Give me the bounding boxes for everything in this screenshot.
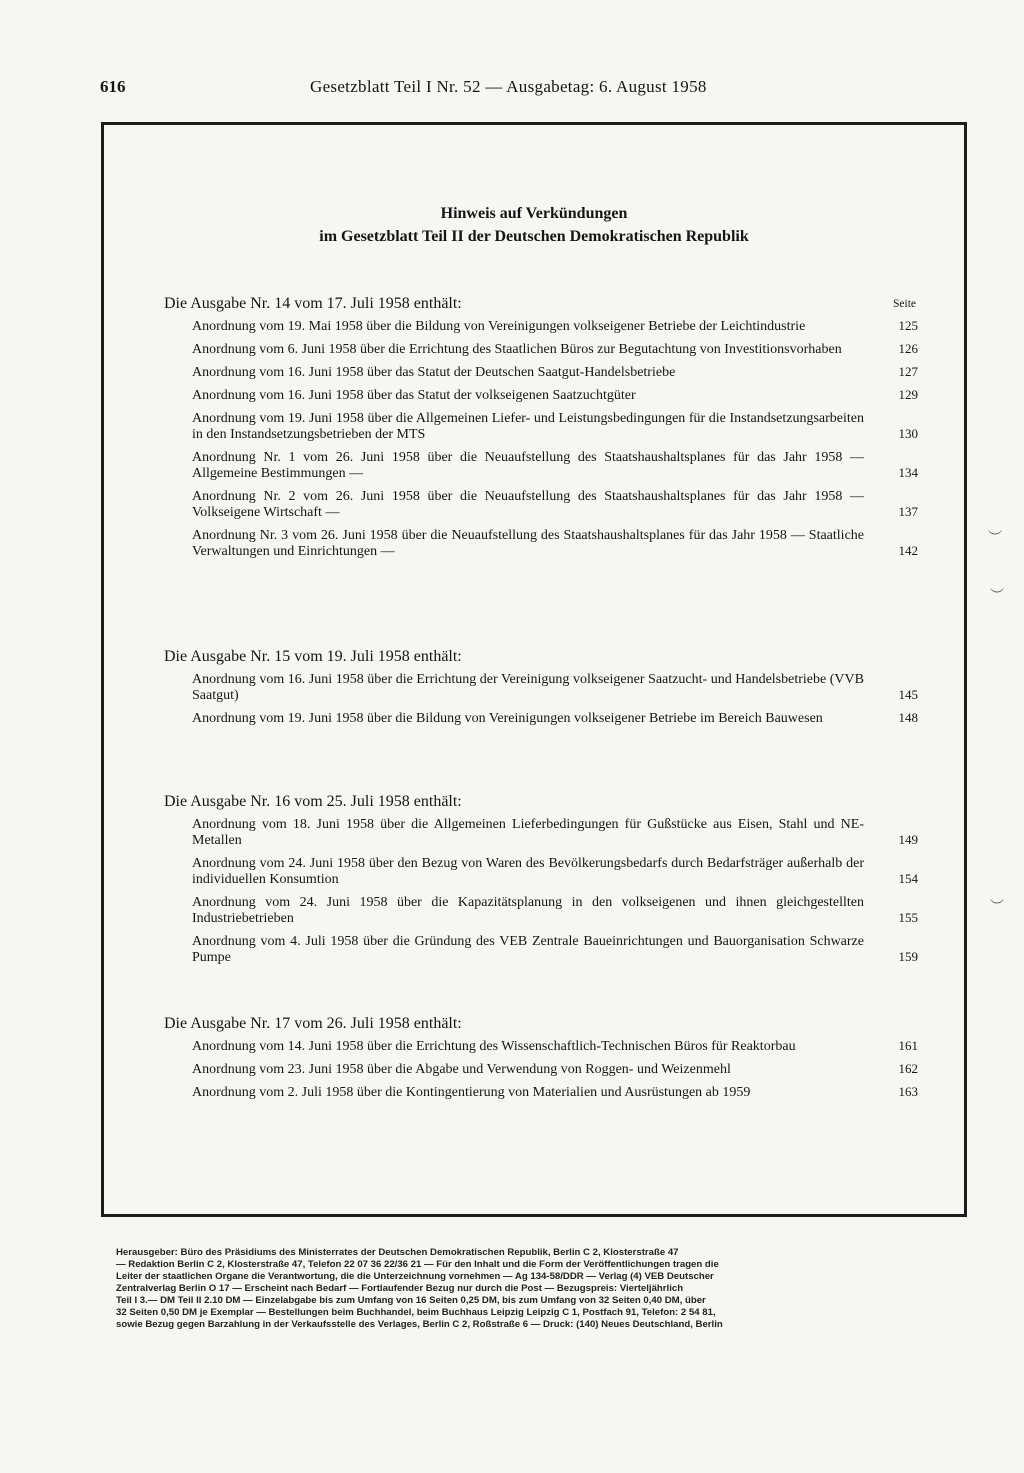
- margin-scratch-mark: ︶: [990, 900, 1004, 915]
- toc-entry: [192, 1039, 924, 1055]
- imprint: [116, 1247, 987, 1331]
- issue-section: [164, 1015, 924, 1108]
- issue-section: [164, 295, 924, 567]
- entry-text: Anordnung vom 24. Juni 1958 über die Kapazitätsplanung in den volkseigenen und ihnen gleichgestellten Industriebetrieben: [192, 895, 864, 926]
- toc-entry: [192, 528, 924, 560]
- entry-page: 163: [898, 1084, 918, 1099]
- entry-page: 134: [898, 465, 918, 480]
- toc-entry: [192, 388, 924, 404]
- issue-title: Die Ausgabe Nr. 17 vom 26. Juli 1958 enthält:: [164, 1015, 462, 1032]
- margin-scratch-mark: ︶: [990, 589, 1004, 604]
- page-number: 616: [100, 77, 126, 96]
- entry-text: Anordnung vom 24. Juni 1958 über den Bezug von Waren des Bevölkerungsbedarfs durch Bedarfsträger außerhalb der individuellen Konsumtion: [192, 856, 864, 887]
- imprint-line: Leiter der staatlichen Organe die Verantwortung, die die Unterzeichnung vornehmen — Ag 134-58/DDR — Verlag (4) VEB Deutscher: [116, 1271, 714, 1282]
- toc-entry: [192, 450, 924, 482]
- imprint-line: sowie Bezug gegen Barzahlung in der Verkaufsstelle des Verlages, Berlin C 2, Roßstraße 6 — Druck: (140) Neues Deutschland, Berlin: [116, 1319, 723, 1330]
- entry-page: 145: [898, 687, 918, 702]
- entry-text: Anordnung vom 16. Juni 1958 über die Errichtung der Vereinigung volkseigener Saatzucht- und Handelsbetriebe (VVB Saatgut): [192, 672, 864, 703]
- entry-page: 159: [898, 949, 918, 964]
- entry-page: 127: [898, 364, 918, 379]
- toc-entry: [192, 489, 924, 521]
- entry-text: Anordnung Nr. 2 vom 26. Juni 1958 über die Neuaufstellung des Staatshaushaltsplanes für das Jahr 1958 — Volkseigene Wirtschaft —: [192, 489, 864, 520]
- issue-section: [164, 648, 924, 734]
- entry-text: Anordnung Nr. 1 vom 26. Juni 1958 über die Neuaufstellung des Staatshaushaltsplanes für das Jahr 1958 — Allgemeine Bestimmungen —: [192, 450, 864, 481]
- entry-text: Anordnung vom 19. Juni 1958 über die Allgemeinen Liefer- und Leistungsbedingungen für die Instandsetzungsarbeiten in den Instandsetzungsbetrieben der MTS: [192, 411, 864, 442]
- entry-page: 130: [898, 426, 918, 441]
- entry-text: Anordnung vom 23. Juni 1958 über die Abgabe und Verwendung von Roggen- und Weizenmehl: [192, 1062, 731, 1077]
- toc-entry: [192, 365, 924, 381]
- entry-text: Anordnung vom 6. Juni 1958 über die Errichtung des Staatlichen Büros zur Begutachtung von Investitionsvorhaben: [192, 342, 842, 357]
- page-column-label: Seite: [893, 298, 916, 310]
- issue-title: Die Ausgabe Nr. 14 vom 17. Juli 1958 enthält:: [164, 295, 462, 312]
- toc-entry: [192, 1085, 924, 1101]
- toc-entry: [192, 411, 924, 443]
- running-head: Gesetzblatt Teil I Nr. 52 — Ausgabetag: 6. August 1958: [310, 77, 707, 96]
- entry-text: Anordnung vom 19. Juni 1958 über die Bildung von Vereinigungen volkseigener Betriebe im Bereich Bauwesen: [192, 711, 823, 726]
- toc-entry: [192, 1062, 924, 1078]
- entry-page: 161: [898, 1038, 918, 1053]
- toc-entry: [192, 856, 924, 888]
- margin-scratch-mark: ︶: [988, 531, 1002, 546]
- entry-page: 149: [898, 832, 918, 847]
- imprint-line: 32 Seiten 0,50 DM je Exemplar — Bestellungen beim Buchhandel, beim Buchhaus Leipzig Leipzig C 1, Postfach 91, Telefon: 2 54 81,: [116, 1307, 716, 1318]
- imprint-line: Zentralverlag Berlin O 17 — Erscheint nach Bedarf — Fortlaufender Bezug nur durch die Post — Bezugspreis: Vierteljährlich: [116, 1283, 684, 1294]
- toc-entry: [192, 934, 924, 966]
- entry-text: Anordnung vom 4. Juli 1958 über die Gründung des VEB Zentrale Baueinrichtungen und Bauorganisation Schwarze Pumpe: [192, 934, 864, 965]
- entry-page: 148: [898, 710, 918, 725]
- notice-heading: Hinweis auf Verkündungen: [440, 205, 628, 222]
- toc-entry: [192, 711, 924, 727]
- toc-entry: [192, 672, 924, 704]
- imprint-line: Teil I 3.— DM Teil II 2.10 DM — Einzelabgabe bis zum Umfang von 16 Seiten 0,25 DM, bis zum Umfang von 32 Seiten 0,40 DM, über: [116, 1295, 706, 1306]
- imprint-line: Herausgeber: Büro des Präsidiums des Ministerrates der Deutschen Demokratischen Republik, Berlin C 2, Klosterstraße 47: [116, 1247, 679, 1258]
- entry-text: Anordnung vom 19. Mai 1958 über die Bildung von Vereinigungen volkseigener Betriebe der Leichtindustrie: [192, 319, 806, 334]
- issue-section: [164, 793, 924, 973]
- entry-page: 129: [898, 387, 918, 402]
- entry-text: Anordnung vom 16. Juni 1958 über das Statut der Deutschen Saatgut-Handelsbetriebe: [192, 365, 676, 380]
- entry-page: 154: [898, 871, 918, 886]
- entry-text: Anordnung vom 2. Juli 1958 über die Kontingentierung von Materialien und Ausrüstungen ab 1959: [192, 1085, 751, 1100]
- entry-page: 142: [898, 543, 918, 558]
- toc-entry: [192, 319, 924, 335]
- notice-subheading: im Gesetzblatt Teil II der Deutschen Demokratischen Republik: [319, 228, 749, 245]
- entry-page: 155: [898, 910, 918, 925]
- notice-frame: [101, 122, 967, 1217]
- toc-entry: [192, 817, 924, 849]
- toc-entry: [192, 895, 924, 927]
- entry-page: 162: [898, 1061, 918, 1076]
- entry-text: Anordnung vom 16. Juni 1958 über das Statut der volkseigenen Saatzuchtgüter: [192, 388, 636, 403]
- entry-text: Anordnung Nr. 3 vom 26. Juni 1958 über die Neuaufstellung des Staatshaushaltsplanes für das Jahr 1958 — Staatliche Verwaltungen und Einrichtungen —: [192, 528, 864, 559]
- entry-page: 126: [898, 341, 918, 356]
- entry-text: Anordnung vom 14. Juni 1958 über die Errichtung des Wissenschaftlich-Technischen Büros für Reaktorbau: [192, 1039, 796, 1054]
- toc-entry: [192, 342, 924, 358]
- entry-text: Anordnung vom 18. Juni 1958 über die Allgemeinen Lieferbedingungen für Gußstücke aus Eisen, Stahl und NE-Metallen: [192, 817, 864, 848]
- imprint-line: — Redaktion Berlin C 2, Klosterstraße 47, Telefon 22 07 36 22/36 21 — Für den Inhalt und die Form der Veröffentlichungen tragen die: [116, 1259, 719, 1270]
- entry-page: 125: [898, 318, 918, 333]
- issue-title: Die Ausgabe Nr. 16 vom 25. Juli 1958 enthält:: [164, 793, 462, 810]
- issue-title: Die Ausgabe Nr. 15 vom 19. Juli 1958 enthält:: [164, 648, 462, 665]
- entry-page: 137: [898, 504, 918, 519]
